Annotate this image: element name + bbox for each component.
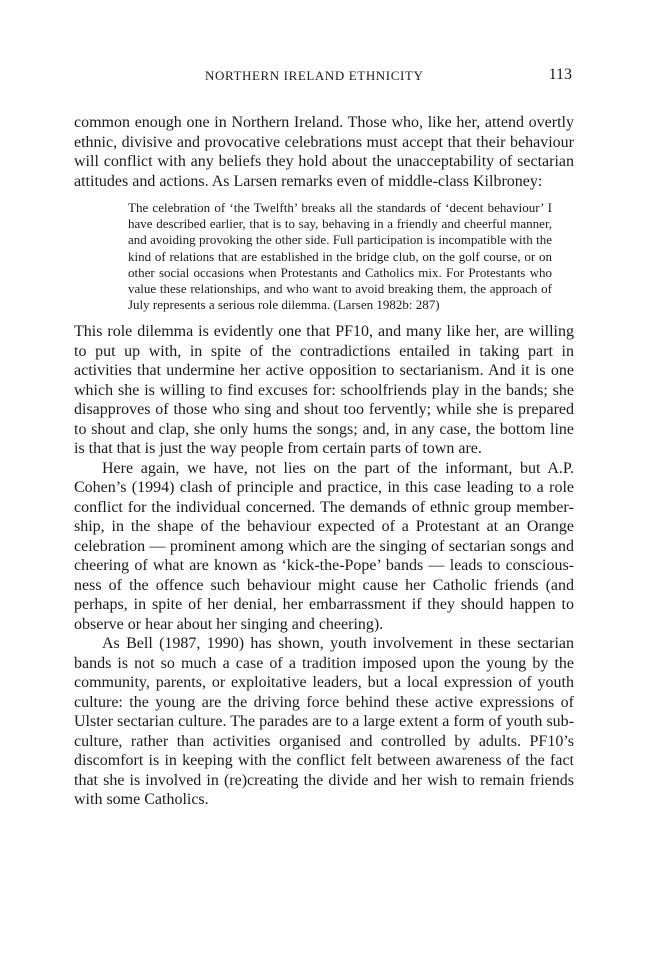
paragraph-2: This role dilemma is evidently one that PF10, and many like her, are willing to put up with, in spite of the contradictions entailed in taking part in activities that undermine her active opposition to sectarianism. And it is one which she is willing to find excuses for: schoolfriends play in the bands; she disapproves of those who sing and shout too fervently; while she is prepared to shout and clap, she only hums the songs; and, in any case, the bottom line is that that is just the way people from certain parts of town are. — [74, 323, 574, 458]
paragraph-3: Here again, we have, not lies on the part of the informant, but A.P. Cohen’s (1994) clash of principle and practice, in this case leading to a role conflict for the individual concerned. The demands of ethnic group membership, in the shape of the behaviour expected of a Protestant at an Orange celebration — prominent among which are the singing of sectarian songs and cheering of what are known as ‘kick-the-Pope’ bands — leads to consciousness of the offence such behaviour might cause her Catholic friends (and perhaps, in spite of her denial, her embarrassment if they should happen to observe or hear about her singing and cheering). — [74, 459, 574, 633]
block-quote: The celebration of ‘the Twelfth’ breaks all the standards of ‘decent behaviour’ I have described earlier, that is to say, behaving in a friendly and cheerful manner, and avoiding provoking the other side. Full participation is incompatible with the kind of relations that are established in the bridge club, on the golf course, or on other social occasions when Protestants and Catholics mix. For Protestants who value these relationships, and who want to avoid breaking them, the approach of July represents a serious role dilemma. (Larsen 1982b: 287) — [128, 200, 552, 313]
paragraph-1: common enough one in Northern Ireland. Those who, like her, attend overtly ethnic, divisive and provocative celebrations must accept that their behaviour will conflict with any beliefs they hold about the unacceptability of sectarian attitudes and actions. As Larsen remarks even of middle-class Kilbroney: — [74, 114, 574, 190]
paragraph-4: As Bell (1987, 1990) has shown, youth involvement in these sectarian bands is not so much a case of a tradition imposed upon the young by the community, parents, or exploitative leaders, but a local expression of youth culture: the young are the driving force behind these active expressions of Ulster sectarian culture. The parades are to a large extent a form of youth subculture, rather than activities organised and controlled by adults. PF10’s discomfort is in keeping with the conflict felt between awareness of the fact that she is involved in (re)creating the divide and her wish to remain friends with some Catholics. — [74, 635, 574, 809]
body-text — [74, 113, 574, 810]
running-head — [74, 68, 574, 88]
running-title: NORTHERN IRELAND ETHNICITY — [205, 68, 424, 83]
page-number: 113 — [548, 66, 572, 83]
